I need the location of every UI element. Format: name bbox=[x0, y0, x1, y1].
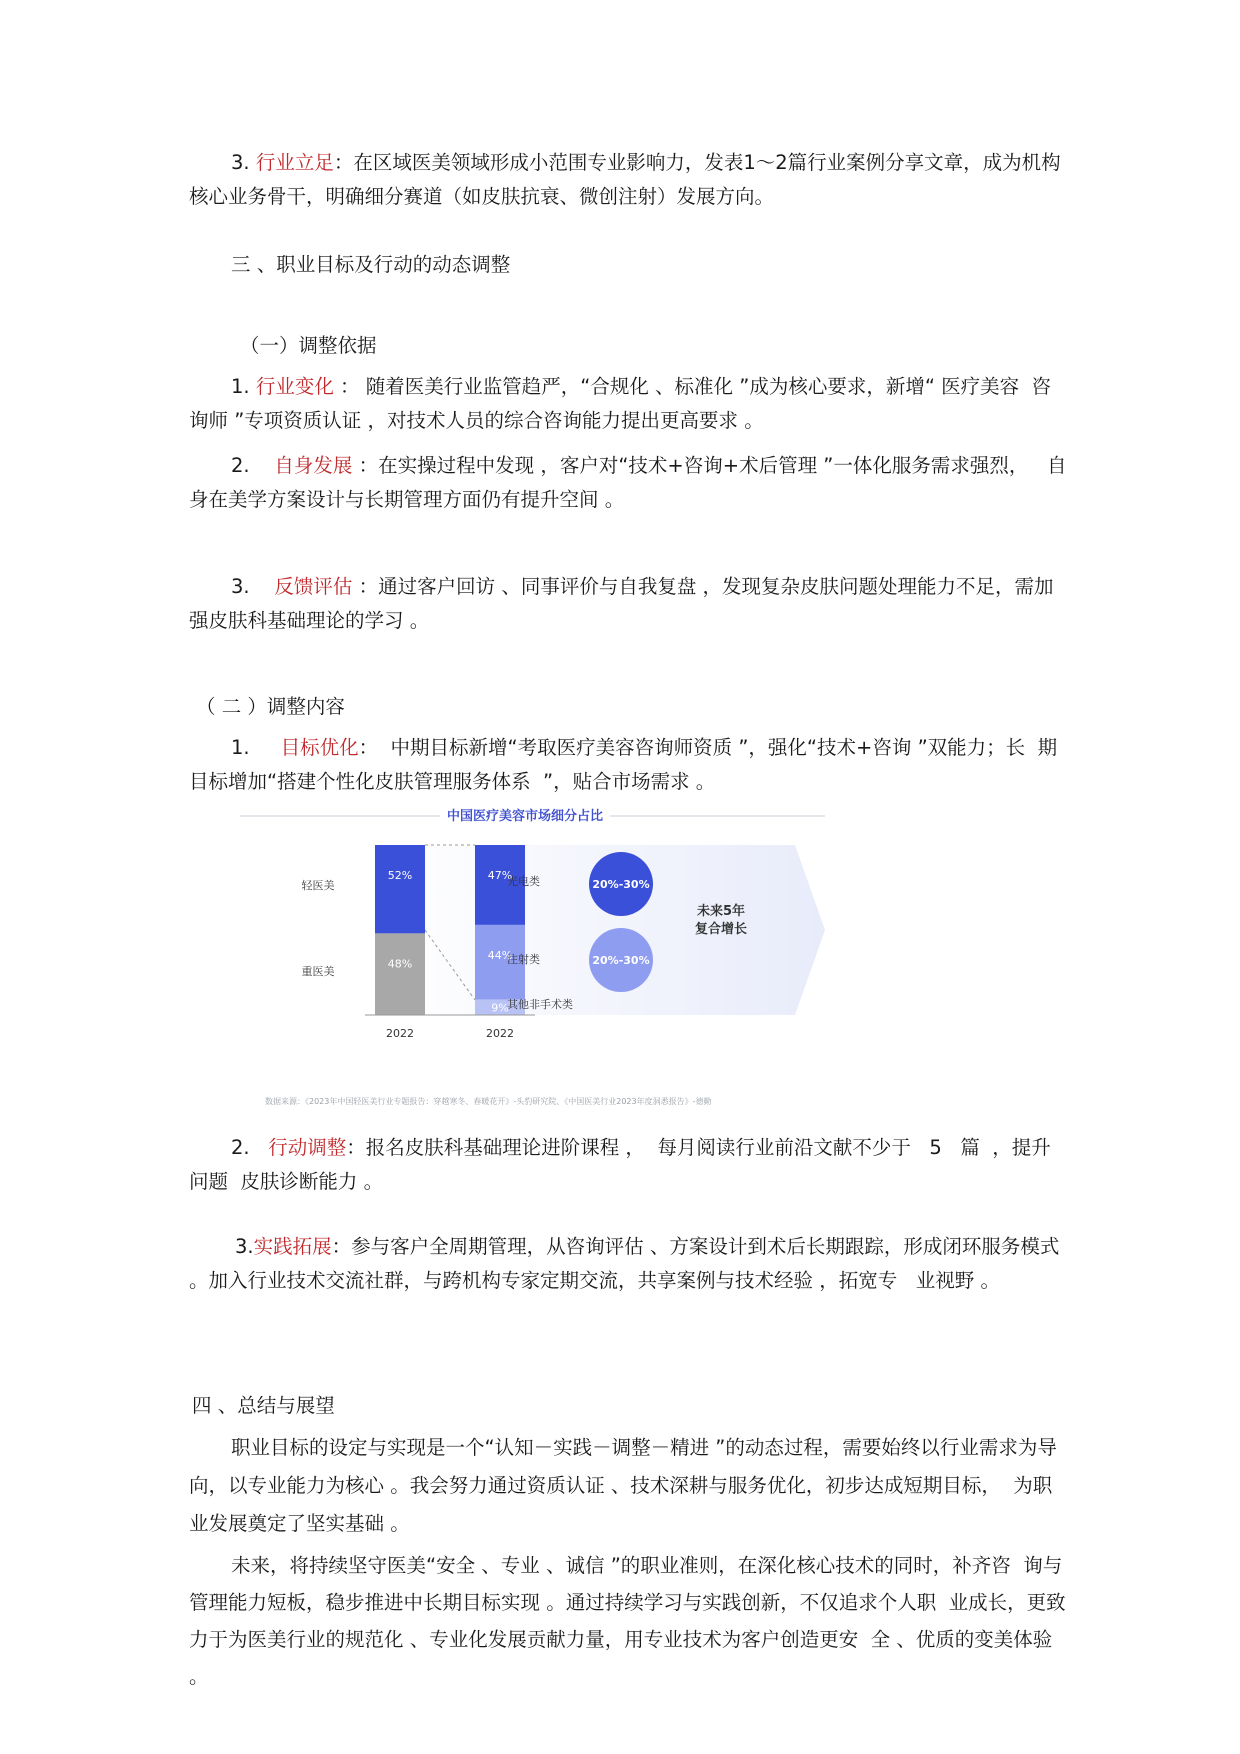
category-label-other: 其他非手术类 bbox=[507, 998, 573, 1011]
bar-value-label-0-0: 52% bbox=[387, 869, 413, 882]
bar-value-label-1-1: 44% bbox=[487, 948, 513, 962]
bar-value-label-0-1: 48% bbox=[387, 957, 413, 971]
paragraph-text: ：在区域医美领域形成小范围专业影响力，发表1～2篇行业案例分享文章，成为机构核心业务骨干，明确细分赛道（如皮肤抗衰、微创注射）发展方向。 bbox=[189, 151, 1061, 208]
bar-segment-0-0 bbox=[375, 845, 425, 933]
paragraph-text: ： 随着医美行业监管趋严，“合规化 、标准化 ”成为核心要求，新增“ 医疗美容 咨询师 ”专项资质认证 ，对技术人员的综合咨询能力提出更高要求 。 bbox=[189, 375, 1052, 432]
item-number: 3. bbox=[231, 151, 256, 174]
subheading-adjustment-content: （ 二 ）调整内容 bbox=[196, 695, 345, 718]
category-label-photoelectric: 光电类 bbox=[507, 875, 540, 888]
highlight-term: 目标优化 bbox=[280, 736, 359, 759]
x-tick-label-1: 2022 bbox=[386, 1027, 414, 1040]
item-number: 2. bbox=[231, 1136, 269, 1159]
market-share-chart bbox=[225, 805, 825, 1115]
category-label-light: 轻医美 bbox=[301, 879, 335, 892]
paragraph-action-adjustment bbox=[189, 1131, 1069, 1199]
bar-segment-0-1 bbox=[375, 933, 425, 1015]
chart-source-note: 数据来源：《2023年中国轻医美行业专题报告：穿越寒冬、春暖花开》-头豹研究院、《中国医美行业2023年度洞悉报告》-德勤 bbox=[265, 1097, 712, 1106]
paragraph-feedback-evaluation bbox=[189, 570, 1069, 638]
paragraph-industry-change bbox=[189, 370, 1069, 438]
highlight-term: 反馈评估 bbox=[274, 575, 353, 598]
paragraph-text: ： 中期目标新增“考取医疗美容咨询师资质 ”，强化“技术+咨询 ”双能力；长 期目标增加“搭建个性化皮肤管理服务体系 ”，贴合市场需求 。 bbox=[189, 736, 1058, 793]
paragraph-text: ：在实操过程中发现 ，客户对“技术+咨询+术后管理 ”一体化服务需求强烈， 自身在美学方案设计与长期管理方面仍有提升空间 。 bbox=[189, 454, 1067, 511]
paragraph-practice-expansion bbox=[189, 1230, 1069, 1298]
section-heading-4: 四 、总结与展望 bbox=[192, 1394, 335, 1417]
x-tick-label-2: 2022 bbox=[486, 1027, 514, 1040]
chart-title: 中国医疗美容市场细分占比 bbox=[446, 809, 604, 824]
highlight-term: 行动调整 bbox=[268, 1136, 347, 1159]
growth-value-photoelectric: 20%-30% bbox=[592, 878, 650, 891]
paragraph-text: ：参与客户全周期管理，从咨询评估 、方案设计到术后长期跟踪，形成闭环服务模式 。加入行业技术交流社群，与跨机构专家定期交流，共享案例与技术经验 ，拓宽专 业视野 。 bbox=[189, 1235, 1066, 1292]
item-number: 3. bbox=[235, 1235, 254, 1258]
paragraph-text: ：通过客户回访 、同事评价与自我复盘 ，发现复杂皮肤问题处理能力不足，需加强皮肤科基础理论的学习 。 bbox=[189, 575, 1054, 632]
highlight-term: 行业立足 bbox=[255, 151, 334, 174]
item-number: 2. bbox=[231, 454, 275, 477]
highlight-term: 实践拓展 bbox=[253, 1235, 332, 1258]
highlight-term: 行业变化 bbox=[255, 375, 334, 398]
chart-canvas bbox=[225, 805, 825, 1115]
paragraph-industry-standing bbox=[189, 146, 1069, 214]
growth-title-line2: 复合增长 bbox=[694, 922, 748, 937]
highlight-term: 自身发展 bbox=[274, 454, 353, 477]
bar-value-label-1-2: 9% bbox=[491, 1001, 509, 1015]
growth-title-line1: 未来5年 bbox=[696, 904, 746, 919]
paragraph-text: ：报名皮肤科基础理论进阶课程 ， 每月阅读行业前沿文献不少于 5 篇 ，提升问题 皮肤诊断能力 。 bbox=[189, 1136, 1051, 1193]
bar-value-label-1-0: 47% bbox=[487, 869, 513, 882]
category-label-injection: 注射类 bbox=[507, 953, 540, 966]
section-heading-3: 三 、职业目标及行动的动态调整 bbox=[231, 253, 511, 276]
item-number: 3. bbox=[231, 575, 275, 598]
item-number: 1. bbox=[231, 736, 281, 759]
category-label-heavy: 重医美 bbox=[301, 965, 335, 978]
growth-value-injection: 20%-30% bbox=[592, 954, 650, 967]
paragraph-self-development bbox=[189, 449, 1069, 517]
item-number: 1. bbox=[231, 375, 256, 398]
paragraph-summary: 职业目标的设定与实现是一个“认知－实践－调整－精进 ”的动态过程，需要始终以行业需求为导 向，以专业能力为核心 。我会努力通过资质认证 、技术深耕与服务优化，初步达成短期目标， 为职业发展奠定了坚实基础 。 bbox=[189, 1436, 1082, 1535]
subheading-adjustment-basis: （一）调整依据 bbox=[240, 334, 377, 357]
paragraph-goal-optimization bbox=[189, 731, 1069, 799]
paragraph-outlook: 未来，将持续坚守医美“安全 、专业 、诚信 ”的职业准则，在深化核心技术的同时，补齐咨 询与管理能力短板，稳步推进中长期目标实现 。通过持续学习与实践创新，不仅追求个人职 业成长，更致力于为医美行业的规范化 、专业化发展贡献力量，用专业技术为客户创造更安 全 、优质的变美体验 。 bbox=[189, 1554, 1066, 1688]
